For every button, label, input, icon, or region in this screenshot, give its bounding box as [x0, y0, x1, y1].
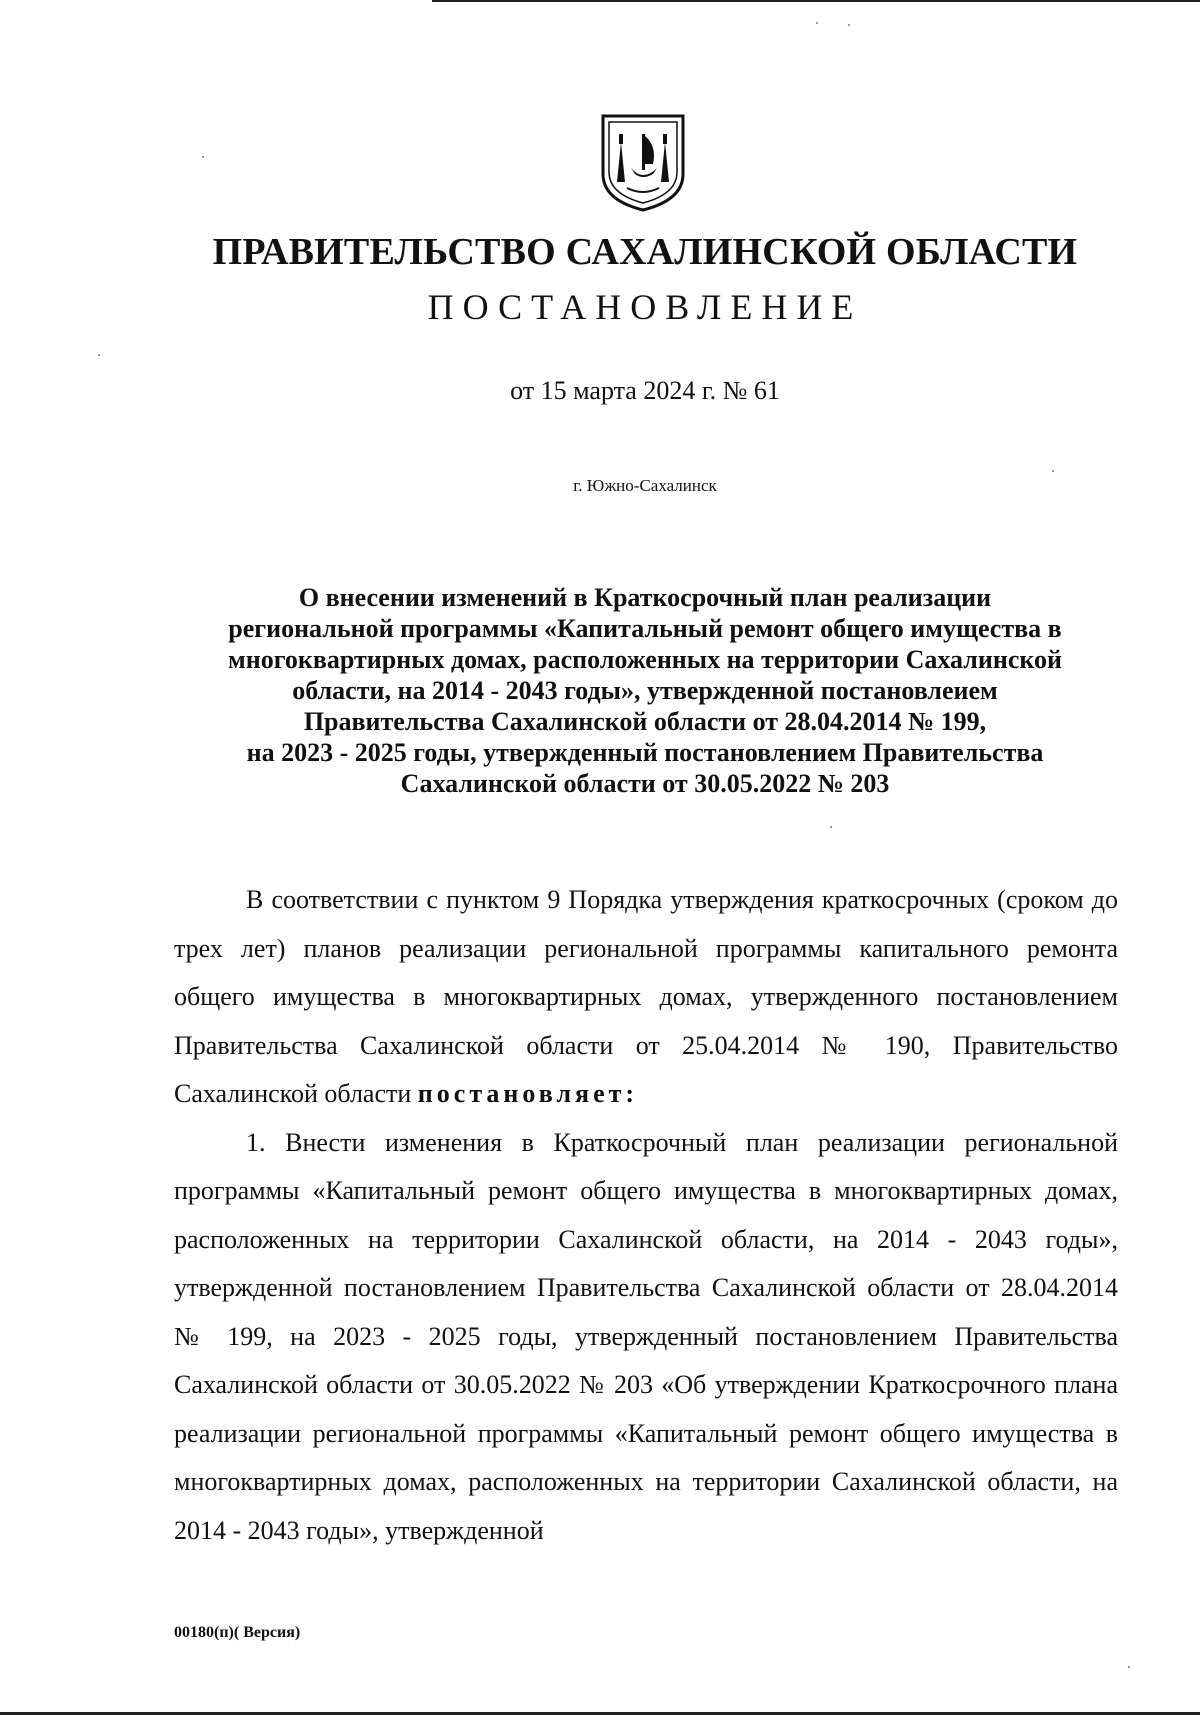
scan-speck — [830, 826, 832, 828]
subject-line: региональной программы «Капитальный ремонт общего имущества в — [228, 614, 1062, 643]
subject-line: Сахалинской области от 30.05.2022 № 203 — [400, 769, 890, 798]
subject-line: области, на 2014 - 2043 годы», утвержденной постановлеием — [292, 676, 998, 705]
document-type-title: ПОСТАНОВЛЕНИЕ — [427, 287, 863, 327]
subject-line: на 2023 - 2025 годы, утвержденный постановлением Правительства — [246, 738, 1044, 767]
item-1-paragraph: 1. Внести изменения в Краткосрочный план реализации региональной программы «Капитальный ремонт общего имущества в многоквартирных домах, расположенных на территории Сахалинской области, на 2014 - 2043 годы», утвержденной постановлением Правительства Сахалинской области от 28.04.2014 № 199, на 2023 - 2025 годы, утвержденный постановлением Правительства Сахалинской области от 30.05.2022 № 203 «Об утверждении Краткосрочного плана реализации региональной программы «Капитальный ремонт общего имущества в многоквартирных домах, расположенных на территории Сахалинской области, на 2014 - 2043 годы», утвержденной — [174, 1127, 1118, 1545]
scan-speck — [1128, 1666, 1130, 1668]
scan-speck — [98, 354, 100, 356]
scan-speck — [816, 22, 818, 24]
scan-top-edge — [432, 0, 1200, 2]
scan-speck — [848, 24, 850, 26]
preamble-paragraph — [174, 876, 1118, 1119]
scan-speck — [1052, 470, 1054, 472]
document-subject — [170, 582, 1120, 799]
document-city: г. Южно-Сахалинск — [573, 476, 717, 495]
document-date-number: от 15 марта 2024 г. № 61 — [510, 376, 780, 405]
subject-line: Правительства Сахалинской области от 28.04.2014 № 199, — [303, 707, 987, 736]
sakhalin-coat-of-arms-icon — [597, 112, 689, 212]
document-body — [174, 876, 1118, 1555]
subject-line: О внесении изменений в Краткосрочный план реализации — [298, 583, 992, 612]
footer-version-code: 00180(п)( Версия) — [174, 1624, 301, 1641]
preamble-text: В соответствии с пунктом 9 Порядка утверждения краткосрочных (сроком до трех лет) планов реализации региональной программы капитального ремонта общего имущества в многоквартирных домах, утвержденного постановлением Правительства Сахалинской области от 25.04.2014 № 190, Правительство Сахалинской области — [174, 885, 1118, 1108]
scan-speck — [202, 156, 204, 158]
organization-title: ПРАВИТЕЛЬСТВО САХАЛИНСКОЙ ОБЛАСТИ — [212, 231, 1078, 273]
subject-line: многоквартирных домах, расположенных на территории Сахалинской — [228, 645, 1062, 674]
decree-word: постановляет: — [417, 1079, 639, 1108]
